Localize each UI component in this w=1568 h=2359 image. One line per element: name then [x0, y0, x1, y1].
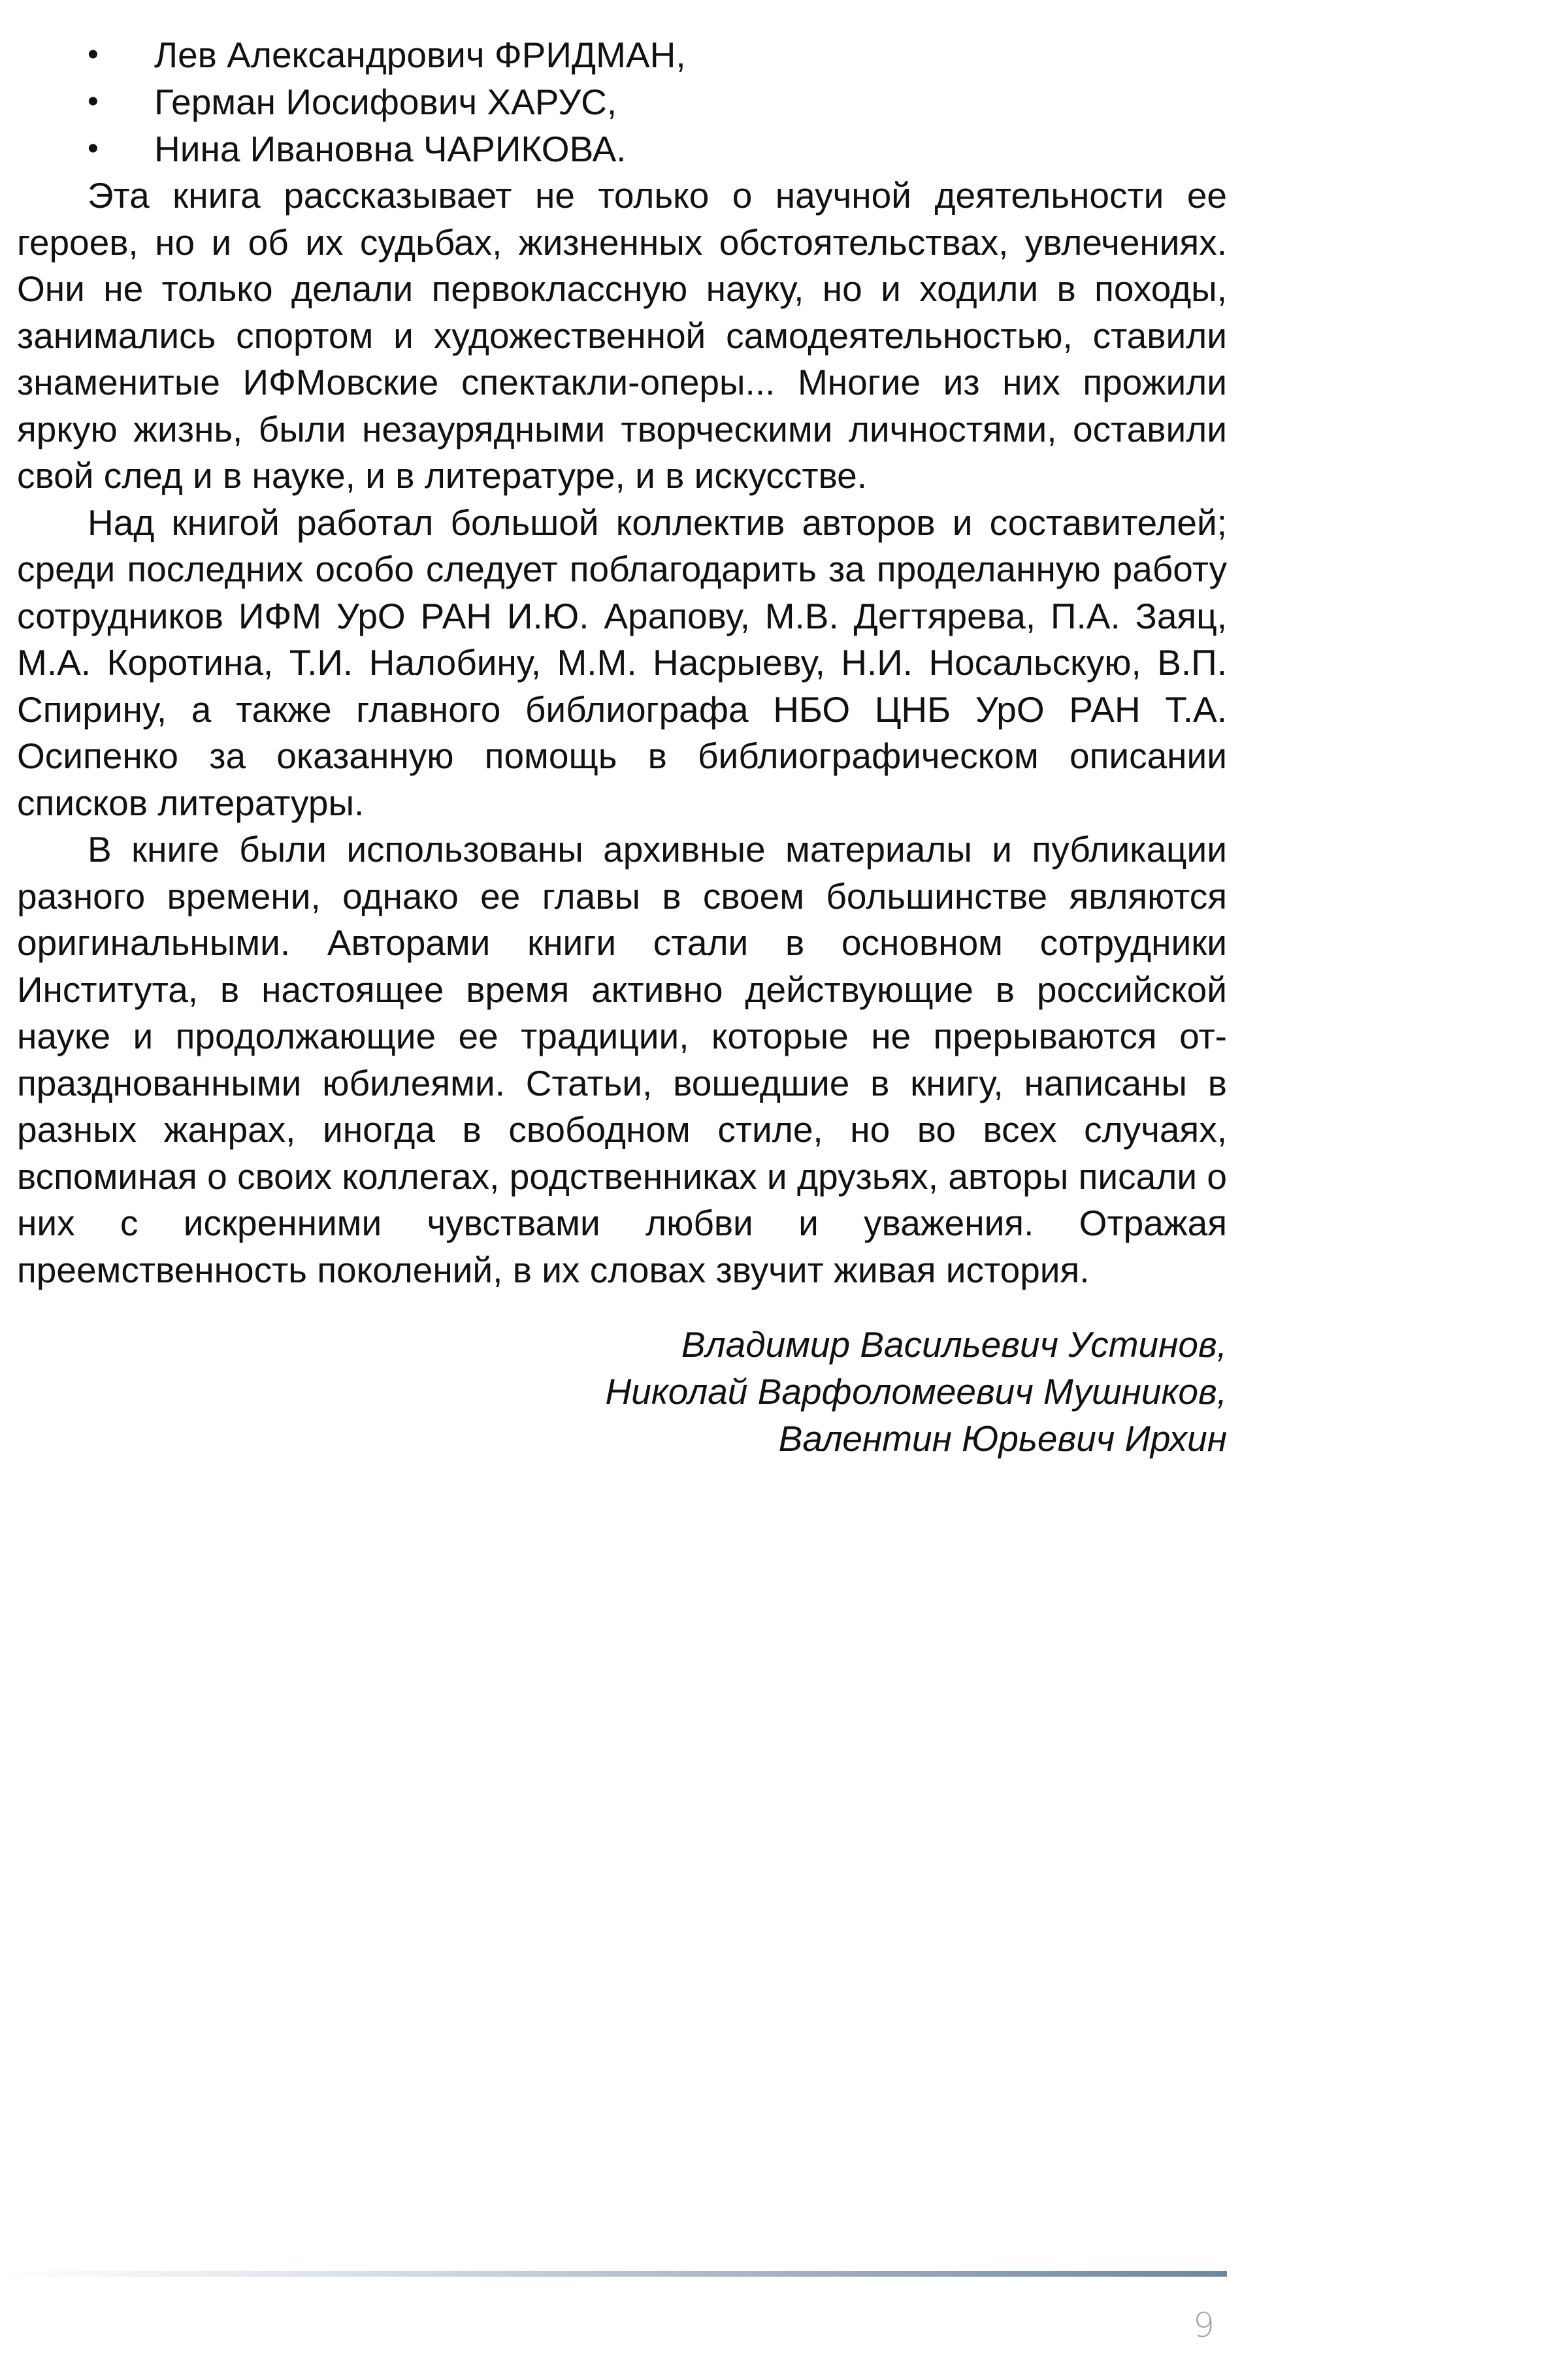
- author-name: Герман Иосифович ХАРУС,: [154, 82, 617, 122]
- body-text: [17, 172, 1227, 1293]
- author-name: Нина Ивановна ЧАРИКОВА.: [154, 129, 627, 169]
- signature-line: Валентин Юрьевич Ирхин: [778, 1418, 1227, 1459]
- bullet-marker: •: [88, 84, 99, 119]
- footer-divider: [0, 2271, 1227, 2277]
- signature-line: Николай Варфоломеевич Мушников,: [605, 1371, 1227, 1412]
- list-item: [0, 125, 1228, 172]
- paragraph-acknowledgements: Над книгой работал большой коллектив авторов и составителей; среди последних особо следует поблагодарить за проделанную работу сотрудников ИФМ УрО РАН И.Ю. Арапову, М.В. Дегтярева, П.А. Заяц, М.А. Коротина, Т.И. Налобину, М.М. Насрыеву, Н.И. Носальскую, В.П. Спирину, а также главного библиографа НБО ЦНБ УрО РАН Т.А. Осипенко за оказанную помощь в библиографическом описании списков литературы.: [17, 502, 1227, 823]
- signature-line: Владимир Васильевич Устинов,: [681, 1324, 1227, 1365]
- bullet-marker: •: [88, 131, 99, 166]
- paragraph-about-book: Эта книга рассказывает не только о научной деятельности ее героев, но и об их судьбах, жизненных обстоятельствах, увлечениях. Они не только делали первоклассную науку, но и ходили в походы, занимались спортом и художественной самодеятельностью, ставили знаменитые ИФМовские спектакли-оперы... Многие из них прожили яркую жизнь, были незаурядными творческими личностями, оставили свой след и в науке, и в литературе, и в искусстве.: [17, 175, 1227, 496]
- editors-signature: [606, 1321, 1227, 1462]
- list-item: [0, 78, 1228, 125]
- page-number: 9: [1193, 2306, 1215, 2345]
- authors-bullet-list: [0, 31, 1228, 172]
- bullet-marker: •: [88, 37, 99, 72]
- list-item: [0, 31, 1228, 78]
- author-name: Лев Александрович ФРИДМАН,: [154, 35, 686, 75]
- paragraph-materials: В книге были использованы архивные материалы и публикации разного времени, однако ее главы в своем большинстве являются оригинальными. Авторами книги стали в основном сотрудники Института, в настоящее время активно действующие в российской науке и продолжающие ее традиции, которые не прерываются отпразднованными юбилеями. Статьи, вошедшие в книгу, написаны в разных жанрах, иногда в свободном стиле, но во всех случаях, вспоминая о своих коллегах, родственниках и друзьях, авторы писали о них с искренними чувствами любви и уважения. Отражая преемственность поколений, в их словах звучит живая история.: [17, 829, 1227, 1290]
